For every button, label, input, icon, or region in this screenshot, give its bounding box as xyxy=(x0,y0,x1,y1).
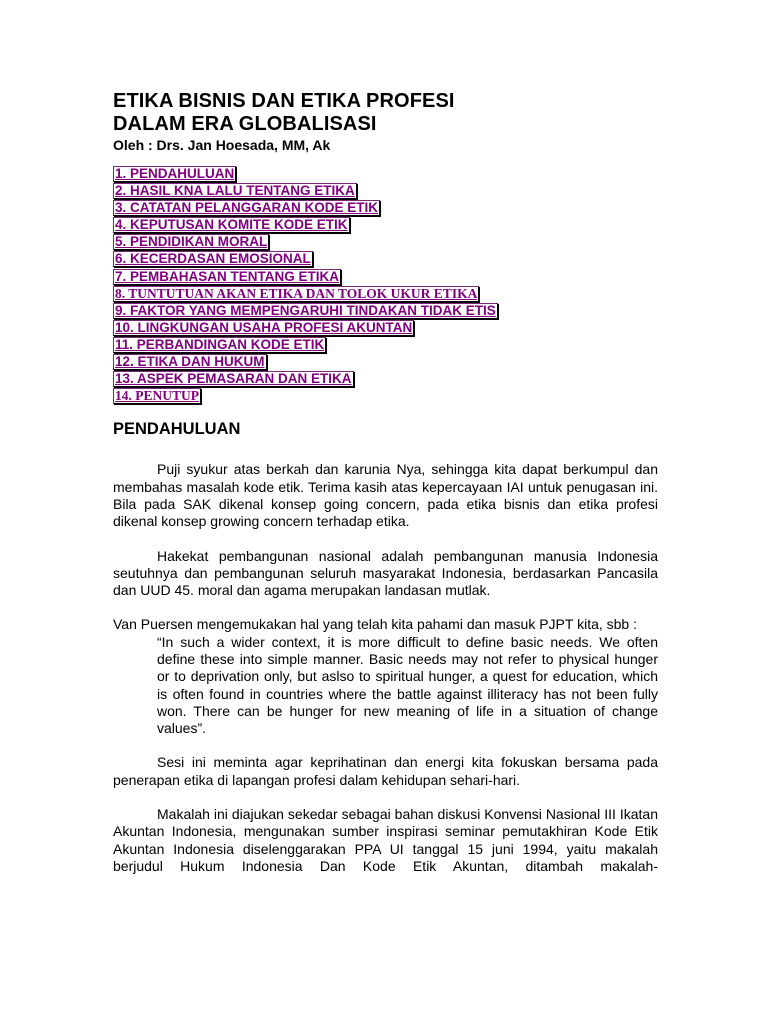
toc-link-catatan-pelanggaran[interactable]: 3. CATATAN PELANGGARAN KODE ETIK xyxy=(115,200,378,216)
author-line: Oleh : Drs. Jan Hoesada, MM, Ak xyxy=(113,137,331,153)
document-page xyxy=(113,90,658,875)
paragraph-1: Puji syukur atas berkah dan karunia Nya, sehingga kita dapat berkumpul dan membahas masalah kode etik. Terima kasih atas kepercayaan IAI untuk penugasan ini. Bila pada SAK dikenal konsep going concern, pada etika bisnis dan etika profesi dikenal konsep growing concern terhadap etika. xyxy=(113,461,658,530)
paragraph-2: Hakekat pembangunan nasional adalah pembangunan manusia Indonesia seutuhnya dan pembangunan seluruh masyarakat Indonesia, berdasarkan Pancasila dan UUD 45. moral dan agama merupakan landasan mutlak. xyxy=(113,547,658,599)
toc-link-pendidikan-moral[interactable]: 5. PENDIDIKAN MORAL xyxy=(115,234,268,250)
document-title xyxy=(113,90,658,136)
section-heading: PENDAHULUAN xyxy=(113,420,241,439)
toc-link-kecerdasan-emosional[interactable]: 6. KECERDASAN EMOSIONAL xyxy=(115,251,311,267)
toc-link-pembahasan-etika[interactable]: 7. PEMBAHASAN TENTANG ETIKA xyxy=(115,268,340,284)
toc-link-pendahuluan[interactable]: 1. PENDAHULUAN xyxy=(115,166,235,181)
toc-link-hasil-kna[interactable]: 2. HASIL KNA LALU TENTANG ETIKA xyxy=(115,183,355,199)
toc-link-lingkungan-usaha[interactable]: 10. LINGKUNGAN USAHA PROFESI AKUNTAN xyxy=(115,319,413,335)
table-of-contents xyxy=(113,166,658,405)
block-quote: “In such a wider context, it is more difficult to define basic needs. We often define these into simple manner. Basic needs may not refer to physical hunger or to deprivation only, but aslso to spiritual hunger, a quest for education, which is often found in countries where the battle against illiteracy has not been fully won. There can be hunger for new meaning of life in a situation of change values”. xyxy=(157,633,658,737)
toc-link-aspek-pemasaran[interactable]: 13. ASPEK PEMASARAN DAN ETIKA xyxy=(115,371,352,387)
paragraph-4: Sesi ini meminta agar keprihatinan dan energi kita fokuskan bersama pada penerapan etika di lapangan profesi dalam kehidupan sehari-hari. xyxy=(113,754,658,788)
title-line-2: DALAM ERA GLOBALISASI xyxy=(113,113,377,135)
paragraph-5: Makalah ini diajukan sekedar sebagai bahan diskusi Konvensi Nasional III Ikatan Akuntan Indonesia, mengunakan sumber inspirasi seminar pemutakhiran Kode Etik Akuntan Indonesia diselenggarakan PPA UI tanggal 15 juni 1994, yaitu makalah berjudul Hukum Indonesia Dan Kode Etik Akuntan, ditambah makalah- xyxy=(113,806,658,874)
paragraph-3: Van Puersen mengemukakan hal yang telah kita pahami dan masuk PJPT kita, sbb : xyxy=(113,616,638,633)
title-line-1: ETIKA BISNIS DAN ETIKA PROFESI xyxy=(113,90,455,112)
toc-link-faktor-tindakan[interactable]: 9. FAKTOR YANG MEMPENGARUHI TINDAKAN TIDAK ETIS xyxy=(115,302,496,318)
toc-link-tuntutuan-etika[interactable]: 8. TUNTUTUAN AKAN ETIKA DAN TOLOK UKUR ETIKA xyxy=(115,285,478,301)
toc-link-penutup[interactable]: 14. PENUTUP xyxy=(115,388,199,404)
toc-link-perbandingan-kode[interactable]: 11. PERBANDINGAN KODE ETIK xyxy=(115,336,325,352)
toc-link-keputusan-komite[interactable]: 4. KEPUTUSAN KOMITE KODE ETIK xyxy=(115,217,348,233)
toc-link-etika-hukum[interactable]: 12. ETIKA DAN HUKUM xyxy=(115,354,265,370)
